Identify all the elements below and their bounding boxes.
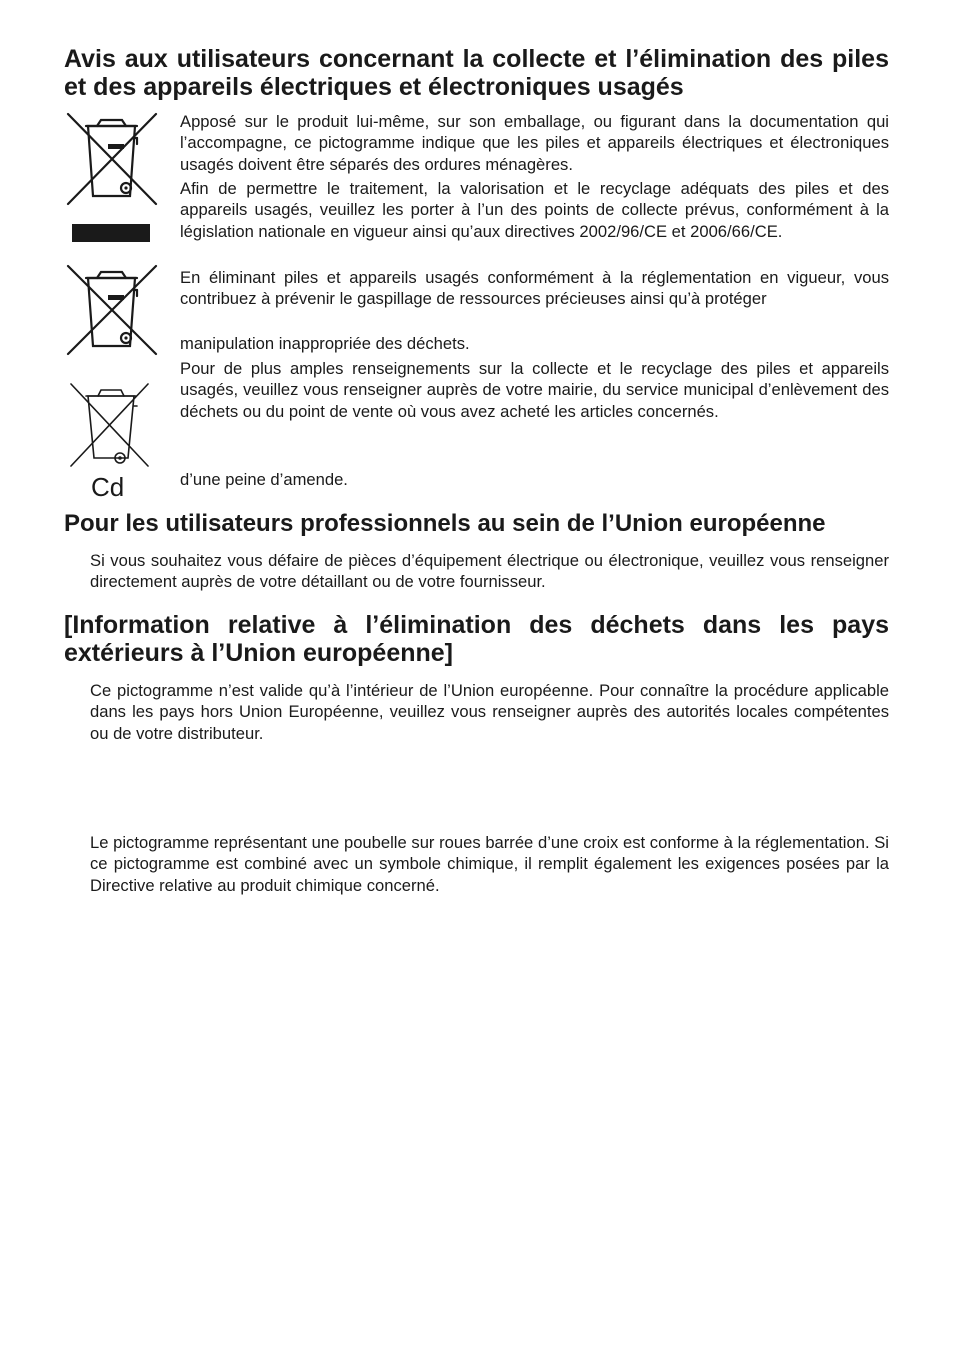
paragraph-penalty: d’une peine d’amende.	[180, 470, 348, 489]
professional-users-heading: Pour les utilisateurs professionnels au sein de l’Union européenne	[64, 510, 826, 537]
paragraph-resource-protection: En éliminant piles et appareils usagés conformément à la réglementation en vigueur, vous contribuez à prévenir le gaspillage de ressources précieuses ainsi qu’à protéger	[180, 268, 889, 309]
chemical-symbol-label: Cd	[91, 472, 125, 502]
crossed-bin-icon	[64, 262, 160, 358]
battery-crossed-bin-icon	[68, 380, 152, 470]
crossed-bin-with-bar-icon	[64, 110, 160, 246]
outside-eu-body: Ce pictogramme n’est valide qu’à l’intérieur de l’Union européenne. Pour connaître la procédure applicable dans les pays hors Union Européenne, veuillez vous renseigner auprès des autorités locales compétentes ou de votre distributeur.	[90, 681, 889, 743]
paragraph-pictogram-meaning: Apposé sur le produit lui-même, sur son emballage, ou figurant dans la documentation qui l’accompagne, ce pictogramme indique que les piles et appareils électriques et électroniques usagés doivent être séparés des ordures ménagères.	[180, 112, 889, 174]
pictogram-conformity-note: Le pictogramme représentant une poubelle sur roues barrée d’une croix est conforme à la réglementation. Si ce pictogramme est combiné avec un symbole chimique, il remplit également les exigences posées par la Directive relative au produit chimique concerné.	[90, 833, 889, 895]
paragraph-more-information: Pour de plus amples renseignements sur la collecte et le recyclage des piles et appareils usagés, veuillez vous renseigner auprès de votre mairie, du service municipal d’enlèvement des déchets ou du point de vente où vous avez acheté les articles concernés.	[180, 359, 889, 421]
paragraph-collection-points: Afin de permettre le traitement, la valorisation et le recyclage adéquats des piles et des appareils usagés, veuillez les porter à l’un des points de collecte prévus, conformément à la législation nationale en vigueur ainsi qu’aux directives 2002/96/CE et 2006/66/CE.	[180, 179, 889, 241]
professional-users-body: Si vous souhaitez vous défaire de pièces d’équipement électrique ou électronique, veuillez vous renseigner directement auprès de votre détaillant ou de votre fournisseur.	[90, 551, 889, 592]
main-heading: Avis aux utilisateurs concernant la collecte et l’élimination des piles et des appareils électriques et électroniques usagés	[64, 45, 889, 101]
outside-eu-heading: [Information relative à l’élimination des déchets dans les pays extérieurs à l’Union européenne]	[64, 611, 889, 667]
paragraph-inappropriate-handling: manipulation inappropriée des déchets.	[180, 334, 470, 353]
